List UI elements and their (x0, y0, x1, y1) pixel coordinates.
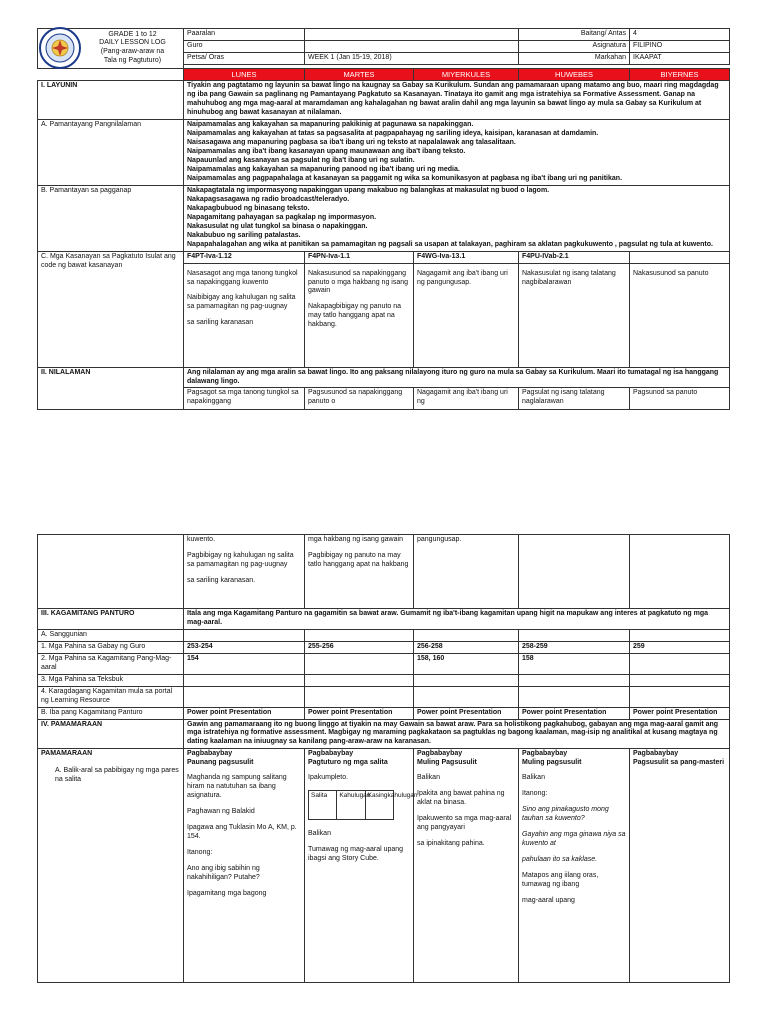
kasanayan-item: Nagagamit ang iba't ibang uri ng pangungusap. (417, 269, 508, 286)
km-martes (305, 653, 414, 674)
kasanayan-martes (305, 263, 414, 367)
activity-head: Pagbabaybay (633, 750, 679, 758)
km-biyernes (630, 653, 730, 674)
activity-item: Ipagamitang mga bagong (187, 889, 267, 897)
kasanayan-lunes (184, 263, 305, 367)
continued-biyernes (630, 535, 730, 609)
header-title-line: DAILY LESSON LOG (99, 39, 166, 47)
kasanayan-item: Nasasagot ang mga tanong tungkol sa napakinggang kuwento (187, 269, 298, 286)
list-item: Napapahalagahan ang wika at panitikan sa pamamagitan ng pagsali sa usapan at talakayan, paghiram sa aklatan pagkukuwento , pagsulat ng tula at kuwento. (187, 240, 713, 248)
vocabulary-mini-table (308, 790, 418, 820)
activity-item: Gayahin ang mga ginawa niya sa kuwento at (522, 831, 626, 848)
activity-item: Ipakuwento sa mga mag-aaral ang pangyayari (417, 815, 512, 832)
activity-item: Ipakumpleto. (308, 774, 349, 782)
value-guro (305, 40, 519, 52)
kagamitan-text: Itala ang mga Kagamitang Panturo na gagamitin sa bawat araw. Gumamit ng iba't-ibang kagamitan upang higit na mapukaw ang interes at pagkatuto ng mga mag-aaral. (184, 609, 730, 630)
activity-item: sa ipinakitang pahina. (417, 840, 485, 848)
header-title-line: Tala ng Pagtuturo) (103, 56, 162, 64)
sanggunian-cell (630, 629, 730, 641)
deped-seal-icon (38, 26, 82, 70)
label-markahan: Markahan (519, 52, 630, 64)
value-baitang: 4 (630, 29, 730, 41)
nilalaman-biyernes: Pagsunod sa panuto (630, 388, 730, 410)
list-item: Nakapagsasagawa ng radio broadcast/teleradyo. (187, 195, 350, 203)
lr-cell (305, 686, 414, 707)
row-label-pamamaraan: IV. PAMAMARAAN (38, 719, 184, 749)
value-asignatura: FILIPINO (630, 40, 730, 52)
list-item: Nakapagbubuod ng binasang teksto. (187, 204, 310, 212)
kasanayan-item: Naibibigay ang kahulugan ng salita sa pamamagitan ng pag-uugnay (187, 294, 296, 311)
activity-item: Matapos ang iilang oras, tumawag ng ibang (522, 871, 599, 888)
mini-table-header: Kahulugan (337, 791, 365, 820)
label-paaralan: Paaralan (184, 29, 305, 41)
sanggunian-cell (519, 629, 630, 641)
day-header-biyernes: BIYERNES (630, 68, 730, 81)
kasanayan-item: Nakasusunod sa napakinggang panuto o mga hakbang ng isang gawain (308, 269, 409, 295)
activity-item: Maghanda ng sampung salitang hiram na natutuhan sa ibang asignatura. (187, 774, 287, 800)
activity-subhead: Pagtuturo ng mga salita (308, 759, 388, 767)
value-petsa: WEEK 1 (Jan 15-19, 2018) (305, 52, 519, 64)
activity-head: Pagbabaybay (308, 750, 354, 758)
pamamaraan-miyerkules (414, 749, 519, 983)
activity-item: pahulaan ito sa kaklase. (522, 856, 598, 864)
lr-cell (414, 686, 519, 707)
activity-subhead: Muling Pagsusulit (417, 759, 477, 767)
continued-item: kuwento. (187, 536, 216, 543)
continued-label (38, 535, 184, 609)
gabay-guro-huwebes: 258-259 (519, 641, 630, 653)
label-asignatura: Asignatura (519, 40, 630, 52)
row-label-pamantayang-pangnilalaman: A. Pamantayang Pangnilalaman (38, 120, 184, 186)
nilalaman-martes: Pagsusunod sa napakinggang panuto o (305, 388, 414, 410)
value-markahan: IKAAPAT (630, 52, 730, 64)
pamantayang-pangnilalaman-list (184, 120, 730, 186)
teksbuk-cell (630, 674, 730, 686)
list-item: Naipamamalas ang kakayahan sa mapanuring panood ng iba't ibang uri ng media. (187, 166, 460, 174)
activity-item: Balikan (522, 774, 545, 782)
gabay-guro-biyernes: 259 (630, 641, 730, 653)
nilalaman-text: Ang nilalaman ay ang mga aralin sa bawat lingo. Ito ang paksang nilalayong ituro ng guro na mula sa Gabay sa Kurikulum. Maari ito tumatagal ng isa hanggang dalawang lingo. (184, 367, 730, 388)
kasanayan-miyerkules (414, 263, 519, 367)
activity-subhead: Pagsusulit sa pang-masteri (633, 759, 725, 767)
row-label-kasanayan: C. Mga Kasanayan sa Pagkatuto Isulat ang code ng bawat kasanayan (38, 251, 184, 367)
row-label-karagdagang-kagamitan: 4. Karagdagang Kagamitan mula sa portal ng Learning Resource (38, 686, 184, 707)
activity-item: Balikan (417, 774, 440, 782)
row-label-gabay-guro: 1. Mga Pahina sa Gabay ng Guro (38, 641, 184, 653)
value-paaralan (305, 29, 519, 41)
code-miyerkules: F4WG-Iva-13.1 (414, 251, 519, 263)
continued-lunes (184, 535, 305, 609)
header-title-line: GRADE 1 to 12 (108, 30, 157, 38)
header-title (82, 31, 183, 66)
header-block (38, 29, 184, 69)
activity-item: Balikan (308, 830, 331, 838)
list-item: Nakasusulat ng ulat tungkol sa binasa o napakinggan. (187, 222, 368, 230)
activity-item: Paghawan ng Balakid (187, 808, 255, 816)
sanggunian-cell (184, 629, 305, 641)
row-label-nilalaman: II. NILALAMAN (38, 367, 184, 410)
nilalaman-lunes: Pagsagot sa mga tanong tungkol sa napakinggang (184, 388, 305, 410)
list-item: Naipamamalas ang kakayahan at tatas sa pagsasalita at pagpapahayag ng sariling ideya, kaisipan, karanasan at damdamin. (187, 130, 599, 138)
pamamaraan-text: Gawin ang pamamaraang ito ng buong linggo at tiyakin na may Gawain sa bawat araw. Para sa holistikong pagkahubog, gabayan ang mga mag-aaral gamit ang mga istratehiya ng formative assessment. Magbigay ng maraming pagkakataon sa pagtuklas ng bagong kaalaman, mag-isip ng analitikal at kusang magtaya ng dating kaalaman na iniuugnay sa kanilang pang-araw-araw na karanasan. (184, 719, 730, 749)
kasanayan-huwebes (519, 263, 630, 367)
km-miyerkules: 158, 160 (414, 653, 519, 674)
row-label-teksbuk: 3. Mga Pahina sa Teksbuk (38, 674, 184, 686)
activity-item: mag-aaral upang (522, 896, 575, 904)
kasanayan-item: Nakapagbibigay ng panuto na may tatlo hanggang apat na hakbang. (308, 303, 402, 329)
pamamaraan-huwebes (519, 749, 630, 983)
gabay-guro-martes: 255-256 (305, 641, 414, 653)
sanggunian-cell (414, 629, 519, 641)
code-biyernes (630, 251, 730, 263)
lr-cell (630, 686, 730, 707)
day-header-martes: MARTES (305, 68, 414, 81)
list-item: Naipamamalas ang kakayahan sa mapanuring pakikinig at pagunawa sa napakinggan. (187, 121, 474, 129)
activity-item: Ano ang ibig sabihin ng nakahihiligan? Putahe? (187, 864, 260, 881)
continued-item: sa sariling karanasan. (187, 576, 256, 584)
lr-cell (184, 686, 305, 707)
ibapa-biyernes: Power point Presentation (630, 707, 730, 719)
continued-martes (305, 535, 414, 609)
label-baitang: Baitang/ Antas (519, 29, 630, 41)
list-item: Nakabubuo ng sariling patalastas. (187, 231, 301, 239)
continued-miyerkules (414, 535, 519, 609)
day-header-lunes: LUNES (184, 68, 305, 81)
day-header-miyerkules: MIYERKULES (414, 68, 519, 81)
pamantayan-sa-pagganap-list (184, 185, 730, 251)
pamamaraan-lunes (184, 749, 305, 983)
activity-item: Ipagawa ang Tuklasin Mo A, KM, p. 154. (187, 824, 297, 841)
continued-item: mga hakbang ng isang gawain (308, 536, 403, 543)
activity-item: Ipakita ang bawat pahina ng aklat na binasa. (417, 790, 505, 807)
activity-subhead: Muling pagsusulit (522, 759, 582, 767)
kasanayan-item: Nakasusunod sa panuto (633, 269, 709, 277)
gabay-guro-miyerkules: 256-258 (414, 641, 519, 653)
list-item: Napauunlad ang kasanayan sa pagsulat ng iba't ibang uri ng sulatin. (187, 157, 415, 165)
sanggunian-cell (305, 629, 414, 641)
activity-item: Tumawag ng mag-aaral upang ibagsi ang Story Cube. (308, 846, 404, 863)
continued-item: Pagbibigay ng kahulugan ng salita sa pamamagitan ng pag-uugnay (187, 551, 294, 568)
activity-head: Pagbabaybay (417, 750, 463, 758)
pamamaraan-martes (305, 749, 418, 983)
activity-head: Pagbabaybay (522, 750, 568, 758)
activity-item: Sino ang pinakagusto mong tauhan sa kuwento? (522, 806, 609, 823)
continued-item: pangungusap. (417, 536, 462, 543)
nilalaman-huwebes: Pagsulat ng isang talatang naglalarawan (519, 388, 630, 410)
teksbuk-cell (305, 674, 414, 686)
lr-cell (519, 686, 630, 707)
pamamaraan-biyernes (630, 749, 730, 983)
activity-item: Itanong: (187, 849, 213, 857)
row-label-pamantayan-sa-pagganap: B. Pamantayan sa pagganap (38, 185, 184, 251)
pamamaraan-detail-title: PAMAMARAAN (41, 750, 93, 758)
ibapa-lunes: Power point Presentation (184, 707, 305, 719)
code-martes: F4PN-Iva-1.1 (305, 251, 414, 263)
list-item: Nakapagtatala ng impormasyong napakinggan upang makabuo ng balangkas at makasulat ng buod o lagom. (187, 186, 550, 194)
header-title-line: (Pang-araw-araw na (100, 48, 165, 55)
mini-table-header: Salita (309, 791, 337, 820)
km-lunes: 154 (184, 653, 305, 674)
ibapa-martes: Power point Presentation (305, 707, 414, 719)
km-huwebes: 158 (519, 653, 630, 674)
layunin-text: Tiyakin ang pagtatamo ng layunin sa bawat lingo na kaugnay sa Gabay sa Kurikulum. Sundan ang pamamaraan upang matamo ang buo, maari ring magdagdag ng iba pang Gawain sa paglinang ng Pamantayang Pagkatuto sa Kasanayan. Tinataya ito gamit ang mga istratehiya sa Formative Assessment. Ganap na mahuhubog ang mga mag-aaral at maramdaman ang kahalagahan ng bawat aralin dahil ang mga layunin sa bawat lingo ay mula sa Gabay sa Kurikulum at hinuhubog ang bawat kasanayan at nilalaman. (184, 81, 730, 120)
list-item: Naipamamalas ang iba't ibang kasanayan upang maunawaan ang iba't ibang teksto. (187, 148, 466, 156)
balik-aral-label: A. Balik-aral sa pabibigay ng mga pares na salita (55, 767, 179, 784)
list-item: Naisasagawa ang mapanuring pagbasa sa iba't ibang uri ng teksto at napalalawak ang talasalitaan. (187, 139, 516, 147)
label-guro: Guro (184, 40, 305, 52)
list-item: Napagamitang pahayagan sa pagkalap ng impormasyon. (187, 213, 377, 221)
lesson-log-table-bottom (37, 534, 730, 983)
code-lunes: F4PT-Iva-1.12 (184, 251, 305, 263)
day-header-huwebes: HUWEBES (519, 68, 630, 81)
code-huwebes: F4PU-IVab-2.1 (519, 251, 630, 263)
activity-subhead: Paunang pagsusulit (187, 759, 254, 767)
gabay-guro-lunes: 253-254 (184, 641, 305, 653)
continued-huwebes (519, 535, 630, 609)
teksbuk-cell (519, 674, 630, 686)
nilalaman-miyerkules: Nagagamit ang iba't ibang uri ng (414, 388, 519, 410)
activity-head: Pagbabaybay (187, 750, 233, 758)
kasanayan-biyernes (630, 263, 730, 367)
mini-table-header: Kasingkahulugan (365, 791, 393, 820)
row-label-sanggunian: A. Sanggunian (38, 629, 184, 641)
row-label-layunin: I. LAYUNIN (38, 81, 184, 120)
row-label-kagamitan: III. KAGAMITANG PANTURO (38, 609, 184, 630)
list-item: Naipamamalas ang pagpapahalaga at kasanayan sa paggamit ng wika sa komunikasyon at pagbasa ng iba't ibang uri ng panitikan. (187, 174, 623, 182)
ibapa-huwebes: Power point Presentation (519, 707, 630, 719)
kasanayan-item: sa sariling karanasan (187, 319, 254, 327)
teksbuk-cell (184, 674, 305, 686)
teksbuk-cell (414, 674, 519, 686)
kasanayan-item: Nakasusulat ng isang talatang nagbibalarawan (522, 269, 616, 286)
pamamaraan-detail-label (38, 749, 184, 983)
row-label-iba-pang-kagamitan: B. Iba pang Kagamitang Panturo (38, 707, 184, 719)
continued-item: Pagbibigay ng panuto na may tatlo hanggang apat na hakbang (308, 551, 409, 568)
lesson-log-table-top (37, 28, 730, 410)
ibapa-miyerkules: Power point Presentation (414, 707, 519, 719)
label-petsa: Petsa/ Oras (184, 52, 305, 64)
row-label-kagamitang-pang-mag-aaral: 2. Mga Pahina sa Kagamitang Pang-Mag-aaral (38, 653, 184, 674)
activity-item: Itanong: (522, 790, 548, 798)
